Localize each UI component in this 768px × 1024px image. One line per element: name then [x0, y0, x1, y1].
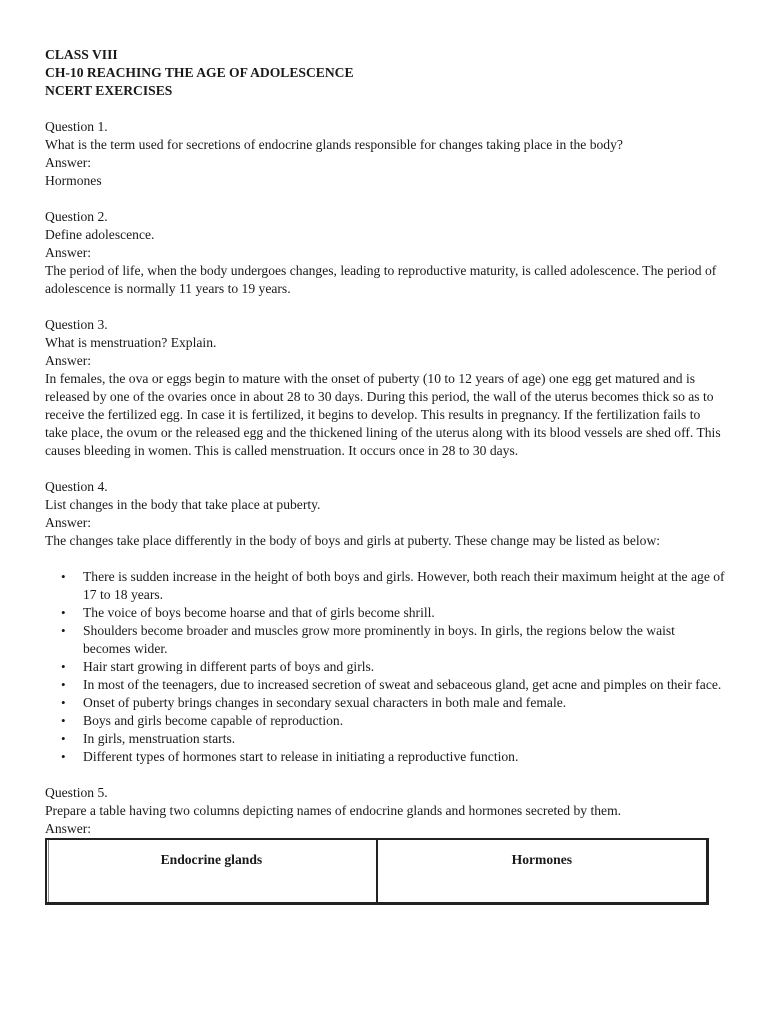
- list-item: • Hair start growing in different parts of boys and girls.: [83, 658, 725, 676]
- table-header-cell: Endocrine glands: [46, 839, 377, 904]
- question-text: Prepare a table having two columns depicting names of endocrine glands and hormones secreted by them.: [45, 803, 622, 818]
- answer-label: Answer:: [45, 353, 92, 368]
- answer-text: The period of life, when the body undergoes changes, leading to reproductive maturity, is called adolescence. The period of adolescence is normally 11 years to 19 years.: [45, 263, 717, 296]
- class-title: CLASS VIII: [45, 47, 118, 62]
- answer-text: In females, the ova or eggs begin to mature with the onset of puberty (10 to 12 years of age) one egg get matured and is released by one of the ovaries once in about 28 to 30 days. During this period, the wall of the uterus becomes thick so as to receive the fertilized egg. In case it is fertilized, it begins to develop. This results in pregnancy. If the fertilization fails to take place, the ovum or the released egg and the thickened lining of the uterus along with its blood vessels are shed off. This causes bleeding in women. This is called menstruation. It occurs once in 28 to 30 days.: [45, 371, 721, 458]
- question-label: Question 1.: [45, 119, 108, 134]
- document-heading: [45, 46, 725, 100]
- question-block-1: [45, 118, 725, 190]
- question-label: Question 3.: [45, 317, 108, 332]
- list-item: • There is sudden increase in the height of both boys and girls. However, both reach their maximum height at the age of 17 to 18 years.: [83, 568, 725, 604]
- answer-label: Answer:: [45, 245, 92, 260]
- list-item: • In most of the teenagers, due to increased secretion of sweat and sebaceous gland, get acne and pimples on their face.: [83, 676, 725, 694]
- question-text: What is menstruation? Explain.: [45, 335, 217, 350]
- table-header-cell: Hormones: [377, 839, 708, 904]
- answer-label: Answer:: [45, 155, 92, 170]
- chapter-title: CH-10 REACHING THE AGE OF ADOLESCENCE: [45, 65, 354, 80]
- document-page: [45, 46, 725, 905]
- question-text: What is the term used for secretions of endocrine glands responsible for changes taking place in the body?: [45, 137, 623, 152]
- question-label: Question 2.: [45, 209, 108, 224]
- question-block-2: [45, 208, 725, 298]
- table-header-row: [46, 839, 708, 904]
- list-item: • Boys and girls become capable of reproduction.: [83, 712, 725, 730]
- answer-table-wrapper: [45, 838, 725, 905]
- exercise-title: NCERT EXERCISES: [45, 83, 173, 98]
- endocrine-glands-table: [45, 838, 709, 905]
- question-block-4: [45, 478, 725, 766]
- list-item: • In girls, menstruation starts.: [83, 730, 725, 748]
- answer-text: The changes take place differently in the body of boys and girls at puberty. These change may be listed as below:: [45, 533, 661, 548]
- list-item: • The voice of boys become hoarse and that of girls become shrill.: [83, 604, 725, 622]
- answer-label: Answer:: [45, 515, 92, 530]
- list-item: • Different types of hormones start to release in initiating a reproductive function.: [83, 748, 725, 766]
- puberty-changes-list: [45, 568, 725, 766]
- answer-text: Hormones: [45, 173, 102, 188]
- question-label: Question 5.: [45, 785, 108, 800]
- question-block-3: [45, 316, 725, 460]
- answer-label: Answer:: [45, 821, 92, 836]
- question-block-5: [45, 784, 725, 905]
- list-item: • Onset of puberty brings changes in secondary sexual characters in both male and female.: [83, 694, 725, 712]
- list-item: • Shoulders become broader and muscles grow more prominently in boys. In girls, the regions below the waist becomes wider.: [83, 622, 725, 658]
- question-label: Question 4.: [45, 479, 108, 494]
- question-text: List changes in the body that take place at puberty.: [45, 497, 321, 512]
- question-text: Define adolescence.: [45, 227, 155, 242]
